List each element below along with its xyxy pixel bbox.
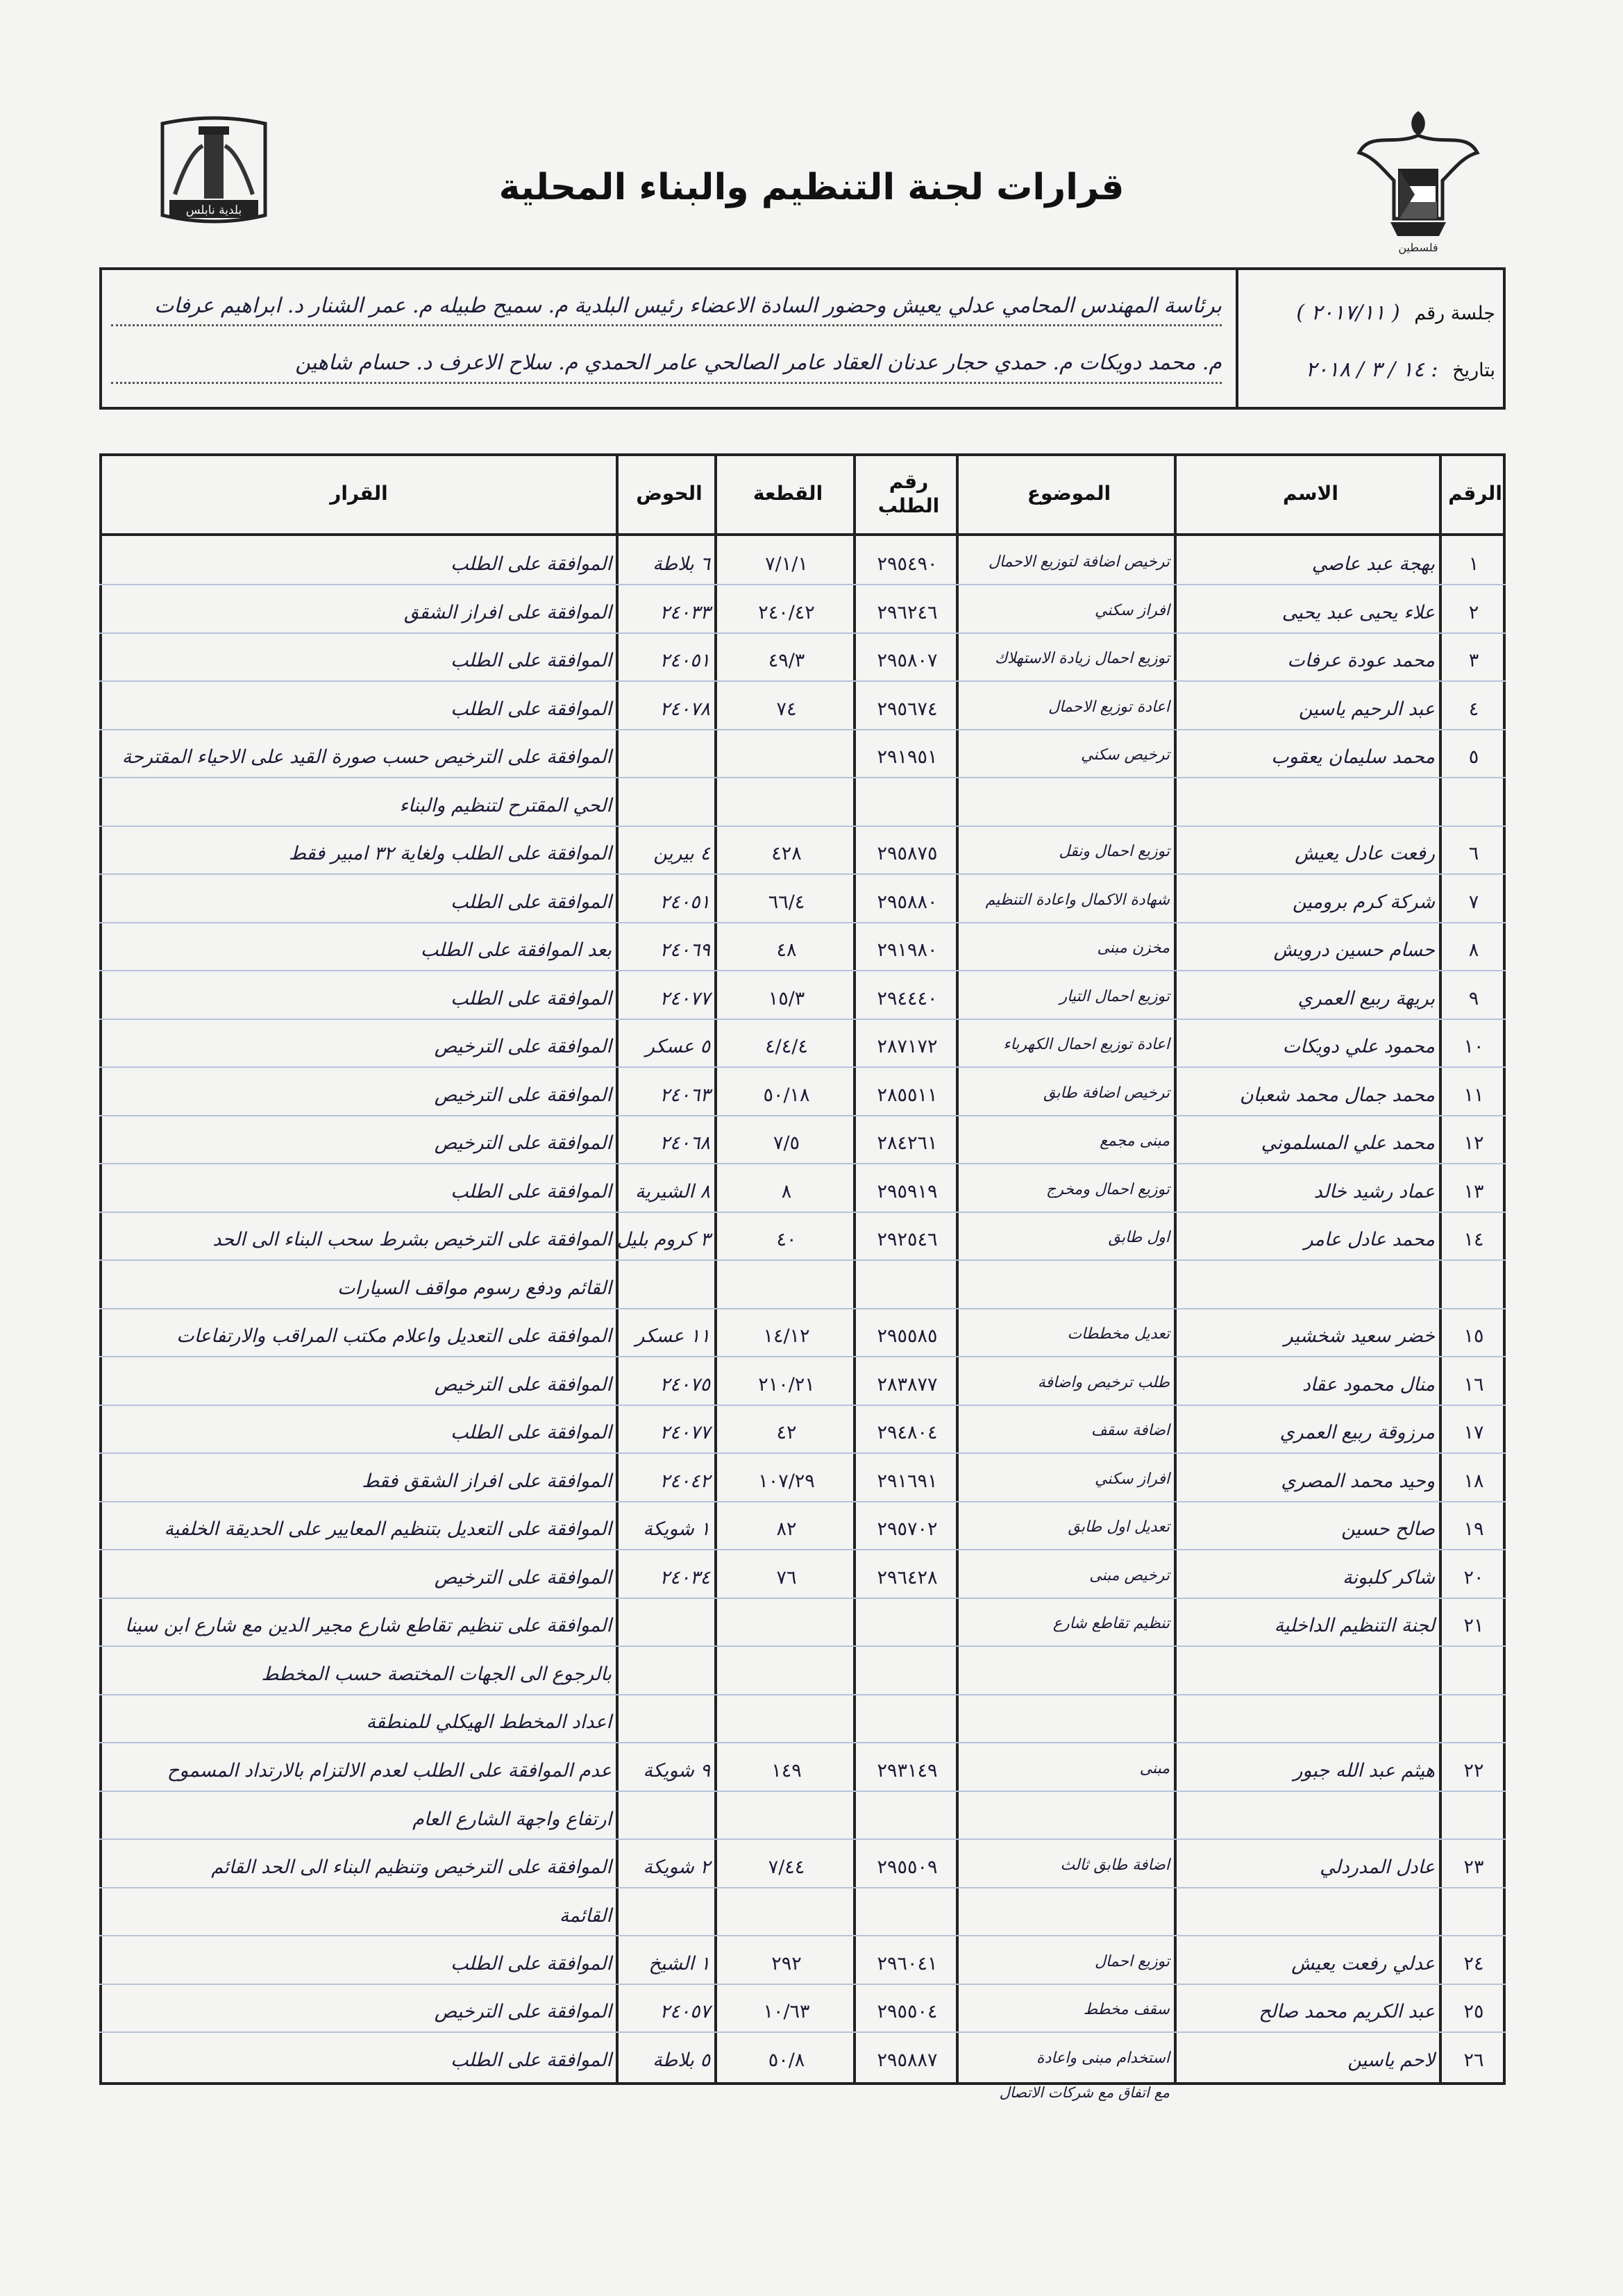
cell-decision: الموافقة على الترخيص وتنظيم البناء الى الحد القائم (211, 1857, 612, 1878)
cell-parcel: ٧/١/١ (765, 553, 808, 575)
cell-decision: الموافقة على التعديل واعلام مكتب المراقب والارتفاعات (176, 1325, 612, 1347)
table-row (99, 1181, 1506, 1212)
seal-caption: بلدية نابلس (185, 203, 242, 217)
session-date-value: : ١٤ / ٣ / ٢٠١٨ (1305, 358, 1438, 382)
cell-name: بهجة عبد عاصي (1311, 553, 1435, 575)
cell-decision: الموافقة على الطلب (451, 1422, 612, 1443)
table-row (99, 1470, 1506, 1501)
cell-no: ١٢ (1463, 1132, 1484, 1154)
decision-continuation: القائمة (559, 1905, 612, 1927)
cell-no: ٢٢ (1463, 1760, 1484, 1782)
cell-subject: اضافة طابق ثالث (1060, 1857, 1170, 1874)
cell-basin: ١ الشيخ (648, 1953, 710, 1975)
cell-subject: تعديل اول طابق (1068, 1518, 1170, 1536)
header-parcel: القطعة (752, 482, 823, 505)
table-row (99, 1036, 1506, 1066)
table-row (99, 1857, 1506, 1887)
cell-basin: ٢٤٠٦٣ (659, 1084, 710, 1106)
cell-name: لاحم ياسين (1347, 2050, 1435, 2071)
cell-basin: ٨ الشيرية (635, 1181, 710, 1203)
cell-parcel: ٨ (781, 1181, 792, 1203)
cell-subject: طلب ترخيص واضافة (1037, 1374, 1170, 1391)
header-name: الاسم (1283, 482, 1338, 505)
dotted-line (111, 324, 1222, 326)
ruled-line (99, 1791, 1506, 1792)
cell-request: ٢٩٦٢٤٦ (877, 602, 938, 623)
cell-decision: بعد الموافقة على الطلب (420, 939, 612, 961)
decision-continuation: اعداد المخطط الهيكلي للمنطقة (366, 1711, 612, 1733)
cell-no: ١١ (1463, 1084, 1484, 1106)
table-row (99, 698, 1506, 729)
cell-basin: ٢٤٠٧٧ (659, 1422, 710, 1443)
cell-decision: الموافقة على الترخيص (434, 1567, 612, 1589)
cell-request: ٢٩١٩٥١ (877, 746, 938, 768)
table-row (99, 650, 1506, 680)
cell-parcel: ١٥/٣ (768, 988, 805, 1009)
cell-decision: الموافقة على الترخيص (434, 1084, 612, 1106)
emblem-right-caption: فلسطين (1398, 241, 1438, 254)
table-row (99, 553, 1506, 584)
cell-decision: الموافقة على افراز الشقق (404, 602, 612, 623)
table-rule (99, 2082, 1506, 2085)
cell-decision: الموافقة على الطلب (451, 2050, 612, 2071)
cell-name: حسام حسين درويش (1273, 939, 1435, 961)
cell-request: ٢٩٥٦٧٤ (877, 698, 938, 720)
session-number-label: جلسة رقم (1414, 303, 1495, 324)
cell-decision: الموافقة على افراز الشقق فقط (362, 1470, 612, 1492)
cell-request: ٢٩٥٨٨٠ (877, 891, 938, 913)
cell-no: ٢٥ (1463, 2001, 1484, 2022)
cell-decision: الموافقة على الطلب (451, 698, 612, 720)
cell-decision: الموافقة على تنظيم تقاطع شارع مجير الدين مع شارع ابن سينا (125, 1615, 612, 1636)
ruled-line (99, 970, 1506, 971)
cell-name: خضر سعيد شخشير (1284, 1325, 1435, 1347)
ruled-line (99, 1163, 1506, 1164)
cell-parcel: ٦٦/٤ (768, 891, 805, 913)
cell-decision: الموافقة على الطلب ولغاية ٣٢ امبير فقط (288, 843, 612, 864)
cell-request: ٢٩٥٥٠٤ (877, 2001, 938, 2022)
cell-name: عبد الرحيم ياسين (1298, 698, 1435, 720)
cell-decision: الموافقة على الترخيص (434, 1132, 612, 1154)
attendees (111, 281, 1222, 399)
table-row (99, 1567, 1506, 1598)
cell-subject: سقف مخطط (1083, 2001, 1170, 2018)
ruled-line (99, 632, 1506, 634)
cell-parcel: ٧٤ (776, 698, 797, 720)
cell-subject: توزيع احمال ومخرج (1046, 1181, 1170, 1198)
cell-request: ٢٩١٩٨٠ (877, 939, 938, 961)
table-row (99, 1760, 1506, 1791)
cell-request: ٢٩٦٠٤١ (877, 1953, 938, 1975)
cell-request: ٢٩٥٩١٩ (877, 1181, 938, 1203)
cell-name: محمد سليمان يعقوب (1271, 746, 1435, 768)
cell-request: ٢٨٣٨٧٧ (877, 1374, 938, 1396)
ruled-line (99, 1212, 1506, 1213)
decision-continuation: بالرجوع الى الجهات المختصة حسب المخطط (261, 1664, 612, 1685)
table-row (99, 1422, 1506, 1452)
cell-request: ٢٩٣١٤٩ (877, 1760, 938, 1782)
cell-basin: ٢٤٠٥١ (659, 891, 710, 913)
cell-basin: ٥ عسكر (645, 1036, 710, 1057)
cell-subject: اعادة توزيع احمال الكهرباء (1003, 1036, 1170, 1053)
cell-name: شركة كرم برومين (1292, 891, 1435, 913)
cell-name: عدلي رفعت يعيش (1291, 1953, 1435, 1975)
cell-request: ٢٨٥٥١١ (877, 1084, 938, 1106)
table-row (99, 891, 1506, 922)
ruled-line (99, 1887, 1506, 1888)
table-row (99, 1084, 1506, 1115)
ruled-line (99, 1452, 1506, 1454)
cell-no: ٥ (1468, 746, 1479, 768)
cell-request: ٢٩٤٨٠٤ (877, 1422, 938, 1443)
cell-parcel: ١٠/٦٣ (763, 2001, 810, 2022)
cell-basin: ٢٤٠٤٢ (659, 1470, 710, 1492)
table-row (99, 1325, 1506, 1356)
cell-request: ٢٩٥٥٨٥ (877, 1325, 938, 1347)
cell-parcel: ٢٩٢ (771, 1953, 802, 1975)
cell-subject: ترخيص اضافة لتوزيع الاحمال (988, 553, 1170, 571)
cell-request: ٢٩١٦٩١ (877, 1470, 938, 1492)
cell-request: ٢٩٦٤٢٨ (877, 1567, 938, 1589)
cell-parcel: ٢٤٠/٤٢ (758, 602, 815, 623)
cell-basin: ٢٤٠٦٩ (659, 939, 710, 961)
cell-parcel: ٢١٠/٢١ (758, 1374, 815, 1396)
cell-subject: مبنى مجمع (1100, 1132, 1170, 1150)
cell-no: ٤ (1468, 698, 1479, 720)
cell-request: ٢٩٥٨٠٧ (877, 650, 938, 671)
cell-decision: الموافقة على الترخيص (434, 2001, 612, 2022)
cell-subject: توزيع احمال زيادة الاستهلاك (995, 650, 1170, 667)
cell-name: عبد الكريم محمد صالح (1259, 2001, 1435, 2022)
cell-parcel: ١٤/١٢ (763, 1325, 810, 1347)
ruled-line (99, 2031, 1506, 2033)
cell-subject: توزيع احمال التيار (1059, 988, 1170, 1005)
cell-request: ٢٨٤٢٦١ (877, 1132, 938, 1154)
cell-name: عادل المدردلي (1320, 1857, 1435, 1878)
table-row (99, 1132, 1506, 1163)
cell-subject: شهادة الاكمال واعادة التنظيم (985, 891, 1170, 909)
cell-no: ٢٤ (1463, 1953, 1484, 1975)
cell-no: ٦ (1468, 843, 1479, 864)
cell-decision: الموافقة على الترخيص بشرط سحب البناء الى الحد (212, 1229, 612, 1250)
cell-subject: تعديل مخططات (1067, 1325, 1170, 1343)
cell-parcel: ٥٠/١٨ (763, 1084, 810, 1106)
dotted-line (111, 382, 1222, 384)
decision-continuation: الحي المقترح لتنظيم والبناء (399, 795, 612, 816)
cell-name: علاء يحيى عبد يحيى (1281, 602, 1435, 623)
cell-basin: ٢٤٠٧٨ (659, 698, 710, 720)
cell-no: ١٠ (1463, 1036, 1484, 1057)
cell-request: ٢٨٧١٧٢ (877, 1036, 938, 1057)
cell-parcel: ٧/٥ (773, 1132, 800, 1154)
cell-name: لجنة التنظيم الداخلية (1274, 1615, 1435, 1636)
table-row (99, 1229, 1506, 1259)
ruled-line (99, 1115, 1506, 1116)
cell-decision: الموافقة على الترخيص (434, 1036, 612, 1057)
cell-name: محمد عودة عرفات (1287, 650, 1435, 671)
cell-subject: ترخيص اضافة طابق (1043, 1084, 1170, 1102)
cell-parcel: ٧٦ (776, 1567, 797, 1589)
ruled-line (99, 1694, 1506, 1695)
ruled-line (99, 1019, 1506, 1020)
table-row (99, 843, 1506, 873)
subject-continuation: مع اتفاق مع شركات الاتصال (999, 2084, 1170, 2101)
cell-decision: الموافقة على الطلب (451, 553, 612, 575)
cell-parcel: ٧/٤٤ (768, 1857, 805, 1878)
ruled-line (99, 1308, 1506, 1309)
cell-basin: ٢٤٠٧٧ (659, 988, 710, 1009)
ruled-line (99, 1984, 1506, 1985)
session-divider (1236, 267, 1238, 410)
attendees-line-1: برئاسة المهندس المحامي عدلي يعيش وحضور السادة الاعضاء رئيس البلدية م. سميح طبيله م. عمر الشنار د. ابراهيم عرفات (154, 294, 1222, 318)
session-date-label: بتاريخ (1452, 360, 1495, 381)
cell-no: ٩ (1468, 988, 1479, 1009)
cell-basin: ١١ عسكر (635, 1325, 710, 1347)
cell-subject: مبنى (1139, 1760, 1170, 1777)
cell-decision: عدم الموافقة على الطلب لعدم الالتزام بالارتداد المسموح (167, 1760, 612, 1782)
cell-subject: اضافة سقف (1091, 1422, 1170, 1439)
cell-parcel: ٨٢ (776, 1518, 797, 1540)
header-subject: الموضوع (1027, 482, 1111, 505)
cell-basin: ٤ بيرين (653, 843, 710, 864)
cell-request: ٢٩٢٥٤٦ (877, 1229, 938, 1250)
cell-decision: الموافقة على الطلب (451, 988, 612, 1009)
cell-parcel: ٥٠/٨ (768, 2050, 805, 2071)
table-row (99, 1953, 1506, 1984)
header-basin: الحوض (636, 482, 703, 505)
cell-no: ١٣ (1463, 1181, 1484, 1203)
cell-basin: ٦ بلاطة (653, 553, 710, 575)
cell-request: ٢٩٥٤٩٠ (877, 553, 938, 575)
cell-name: هيثم عبد الله جبور (1293, 1760, 1435, 1782)
table-row (99, 602, 1506, 632)
cell-no: ٨ (1468, 939, 1479, 961)
cell-parcel: ٤٢٨ (771, 843, 802, 864)
ruled-line (99, 1356, 1506, 1357)
cell-no: ١٨ (1463, 1470, 1484, 1492)
cell-name: محمود علي دويكات (1282, 1036, 1435, 1057)
cell-no: ٣ (1468, 650, 1479, 671)
header-request-no: رقم الطلب (877, 469, 940, 517)
cell-basin: ٥ بلاطة (653, 2050, 710, 2071)
cell-request: ٢٩٤٤٤٠ (877, 988, 938, 1009)
cell-name: منال محمود عقاد (1302, 1374, 1435, 1396)
cell-decision: الموافقة على الطلب (451, 650, 612, 671)
session-number-value: ( ٢٠١٧/١١ ) (1296, 301, 1400, 325)
cell-subject: استخدام مبنى واعادة (1036, 2050, 1170, 2067)
ruled-line (99, 680, 1506, 682)
cell-name: محمد علي المسلموني (1261, 1132, 1435, 1154)
ruled-line (99, 1935, 1506, 1936)
table-row (99, 1518, 1506, 1549)
header-no: الرقم (1448, 482, 1502, 505)
cell-basin: ٢٤٠٦٨ (659, 1132, 710, 1154)
cell-request: ٢٩٥٨٨٧ (877, 2050, 938, 2071)
ruled-line (99, 1259, 1506, 1261)
ruled-line (99, 1598, 1506, 1599)
cell-no: ١٩ (1463, 1518, 1484, 1540)
cell-name: محمد عادل عامر (1304, 1229, 1435, 1250)
cell-decision: الموافقة على التعديل بتنظيم المعايير على الحديقة الخلفية (164, 1518, 612, 1540)
cell-subject: افراز سكني (1094, 1470, 1170, 1488)
cell-no: ١٧ (1463, 1422, 1484, 1443)
ruled-line (99, 922, 1506, 923)
table-row (99, 988, 1506, 1019)
cell-subject: تنظيم تقاطع شارع (1052, 1615, 1170, 1632)
cell-no: ٢ (1468, 602, 1479, 623)
cell-name: بريهة ربيع العمري (1297, 988, 1435, 1009)
ruled-line (99, 584, 1506, 585)
cell-no: ٢٦ (1463, 2050, 1484, 2071)
cell-parcel: ٤٢ (776, 1422, 797, 1443)
cell-request: ٢٩٥٧٠٢ (877, 1518, 938, 1540)
ruled-line (99, 729, 1506, 730)
cell-name: شاكر كلبونة (1342, 1567, 1435, 1589)
cell-no: ٢١ (1463, 1615, 1484, 1636)
cell-no: ١ (1468, 553, 1479, 575)
cell-no: ٧ (1468, 891, 1479, 913)
cell-request: ٢٩٥٨٧٥ (877, 843, 938, 864)
page-title: قرارات لجنة التنظيم والبناء المحلية (498, 167, 1125, 208)
table-row (99, 1374, 1506, 1405)
cell-decision: الموافقة على الترخيص (434, 1374, 612, 1396)
cell-subject: مخزن مبنى (1097, 939, 1170, 957)
cell-request: ٢٩٥٥٠٩ (877, 1857, 938, 1878)
ruled-line (99, 777, 1506, 778)
cell-subject: توزيع احمال ونقل (1059, 843, 1170, 860)
cell-parcel: ٤٩/٣ (768, 650, 805, 671)
cell-subject: ترخيص مبنى (1089, 1567, 1170, 1584)
decision-continuation: ارتفاع واجهة الشارع العام (412, 1809, 612, 1830)
ruled-line (99, 1838, 1506, 1840)
ruled-line (99, 1742, 1506, 1743)
decision-continuation: القائم ودفع رسوم مواقف السيارات (337, 1277, 612, 1299)
cell-name: عماد رشيد خالد (1313, 1181, 1435, 1203)
table-row (99, 746, 1506, 777)
cell-no: ١٦ (1463, 1374, 1484, 1396)
decisions-table (99, 453, 1506, 2101)
table-rule (99, 453, 1506, 456)
table-row (99, 2001, 1506, 2031)
cell-subject: اعادة توزيع الاحمال (1048, 698, 1170, 716)
ruled-line (99, 1549, 1506, 1550)
cell-name: مرزوقة ربيع العمري (1279, 1422, 1435, 1443)
cell-parcel: ٤٠ (776, 1229, 797, 1250)
cell-parcel: ١٠٧/٢٩ (758, 1470, 815, 1492)
cell-no: ١٥ (1463, 1325, 1484, 1347)
cell-decision: الموافقة على الطلب (451, 891, 612, 913)
table-row (99, 2050, 1506, 2080)
table-rule (99, 533, 1506, 536)
ruled-line (99, 1405, 1506, 1406)
cell-decision: الموافقة على الطلب (451, 1181, 612, 1203)
ruled-line (99, 1501, 1506, 1502)
cell-basin: ٣ كروم بليل (616, 1229, 710, 1250)
cell-decision: الموافقة على الطلب (451, 1953, 612, 1975)
cell-subject: افراز سكني (1094, 602, 1170, 619)
cell-name: وحيد محمد المصري (1281, 1470, 1435, 1492)
session-meta (1240, 267, 1504, 410)
header-decision: القرار (330, 482, 388, 505)
cell-basin: ٢٤٠٣٤ (659, 1567, 710, 1589)
cell-no: ٢٣ (1463, 1857, 1484, 1878)
cell-decision: الموافقة على الترخيص حسب صورة القيد على الاحياء المقترحة (121, 746, 612, 768)
table-row (99, 1615, 1506, 1645)
cell-subject: ترخيص سكني (1080, 746, 1170, 764)
cell-basin: ١ شويكة (643, 1518, 710, 1540)
ruled-line (99, 826, 1506, 827)
cell-basin: ٢٤٠٥١ (659, 650, 710, 671)
cell-basin: ٢٤٠٧٥ (659, 1374, 710, 1396)
table-row (99, 939, 1506, 970)
cell-basin: ٢٤٠٥٧ (659, 2001, 710, 2022)
ruled-line (99, 873, 1506, 875)
cell-subject: اول طابق (1108, 1229, 1170, 1246)
cell-name: رفعت عادل يعيش (1295, 843, 1435, 864)
cell-basin: ٢ شويكة (643, 1857, 710, 1878)
cell-parcel: ٤/٤/٤ (765, 1036, 808, 1057)
cell-no: ١٤ (1463, 1229, 1484, 1250)
cell-basin: ٩ شويكة (643, 1760, 710, 1782)
ruled-line (99, 1645, 1506, 1647)
cell-parcel: ١٤٩ (771, 1760, 802, 1782)
cell-name: محمد جمال محمد شعبان (1239, 1084, 1435, 1106)
cell-parcel: ٤٨ (776, 939, 797, 961)
cell-name: صالح حسين (1341, 1518, 1435, 1540)
cell-basin: ٢٤٠٣٣ (659, 602, 710, 623)
attendees-line-2: م. محمد دويكات م. حمدي حجار عدنان العقاد عامر الصالحي عامر الحمدي م. سلاح الاعرف د. حسام شاهين (295, 351, 1222, 375)
ruled-line (99, 1066, 1506, 1068)
cell-no: ٢٠ (1463, 1567, 1484, 1589)
cell-subject: توزيع احمال (1094, 1953, 1170, 1970)
